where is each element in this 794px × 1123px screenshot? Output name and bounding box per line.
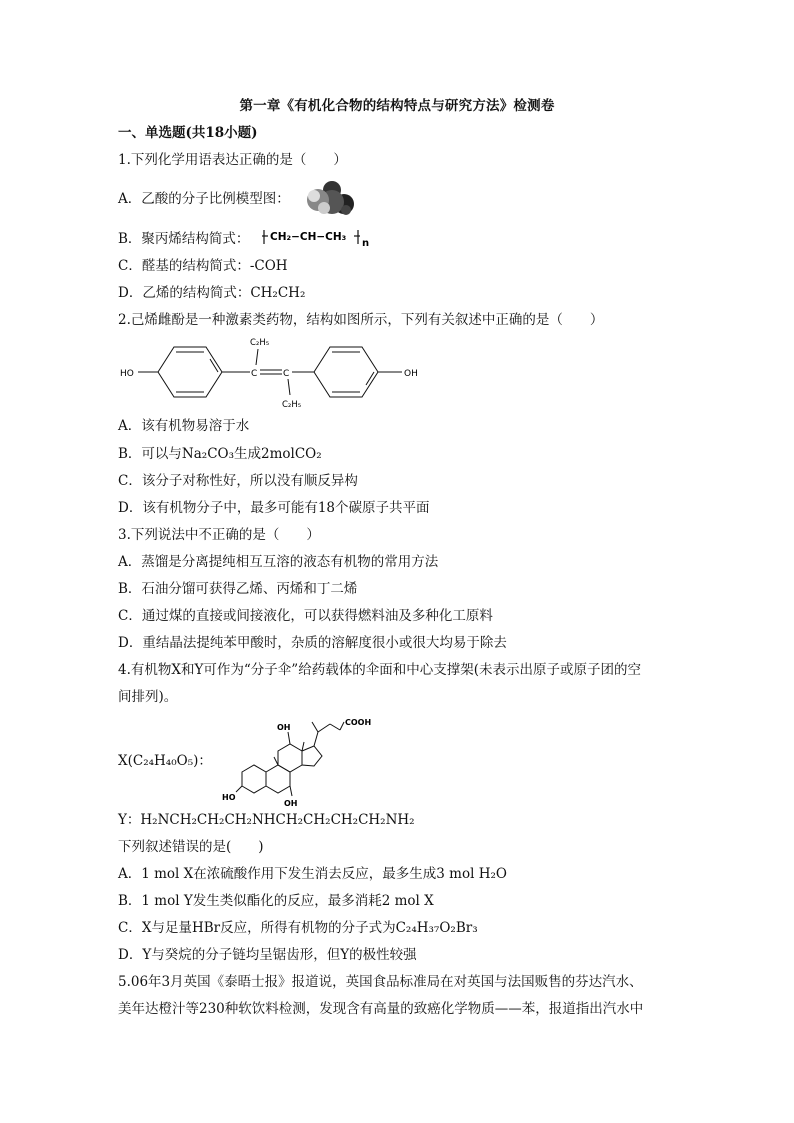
option-a-text: A．乙酸的分子比例模型图： — [118, 191, 290, 207]
option-b-text: B．聚丙烯结构简式： — [118, 231, 250, 247]
oh-bottom-label: OH — [284, 799, 298, 808]
polymer-n-label: n — [362, 238, 370, 249]
question-4-option-c: C．X与足量HBr反应，所得有机物的分子式为C₂₄H₃₇O₂Br₃ — [118, 920, 478, 936]
oh-right-label: OH — [404, 369, 418, 379]
ho-bottom-label: HO — [222, 793, 236, 802]
diethylstilbestrol-structure — [118, 333, 428, 413]
question-2-option-a: A．该有机物易溶于水 — [118, 418, 250, 434]
question-1-stem: 1.下列化学用语表达正确的是（ ） — [118, 152, 347, 168]
question-4-option-a: A．1 mol X在浓硫酸作用下发生消去反应，最多生成3 mol H₂O — [118, 866, 507, 882]
question-4-stem-line1: 4.有机物X和Y可作为“分子伞”给药载体的伞面和中心支撑架(未表示出原子或原子团的空 — [118, 662, 641, 678]
question-3-option-c: C．通过煤的直接或间接液化，可以获得燃料油及多种化工原料 — [118, 608, 493, 624]
question-3-option-a: A．蒸馏是分离提纯相互互溶的液态有机物的常用方法 — [118, 554, 439, 570]
question-4-option-b: B．1 mol Y发生类似酯化的反应，最多消耗2 mol X — [118, 893, 434, 909]
c-left-label: C — [251, 369, 258, 379]
c-right-label: C — [283, 369, 290, 379]
question-3-option-d: D．重结晶法提纯苯甲酸时，杂质的溶解度很小或很大均易于除去 — [118, 635, 507, 651]
page-title: 第一章《有机化合物的结构特点与研究方法》检测卷 — [239, 98, 555, 114]
question-5-line1: 5.06年3月英国《泰晤士报》报道说，英国食品标准局在对英国与法国贩售的芬达汽水、 — [118, 974, 643, 990]
question-1-option-b — [118, 230, 249, 248]
question-2-stem: 2.己烯雌酚是一种激素类药物，结构如图所示，下列有关叙述中正确的是（ ） — [118, 312, 604, 328]
question-2-option-c: C．该分子对称性好，所以没有顺反异构 — [118, 473, 358, 489]
question-4-stem-line2: 间排列)。 — [118, 689, 178, 705]
oh-top-label: OH — [277, 723, 291, 732]
section-heading: 一、单选题(共18小题) — [118, 125, 258, 141]
polypropylene-formula-text: CH₂−CH−CH₃ — [270, 231, 347, 243]
question-2-option-d: D．该有机物分子中，最多可能有18个碳原子共平面 — [118, 500, 430, 516]
acetic-acid-model-image — [302, 178, 358, 218]
question-3-stem: 3.下列说法中不正确的是（ ） — [118, 527, 320, 543]
question-1-option-d: D．乙烯的结构简式：CH₂CH₂ — [118, 285, 306, 301]
molecule-x-label: X(C₂₄H₄₀O₅)： — [118, 753, 212, 769]
question-2-option-b: B．可以与Na₂CO₃生成2molCO₂ — [118, 446, 322, 462]
question-4-ask: 下列叙述错误的是( ) — [118, 839, 264, 855]
question-5-line2: 美年达橙汁等230种软饮料检测，发现含有高量的致癌化学物质——苯，报道指出汽水中 — [118, 1001, 644, 1017]
ethyl-bottom-label: C₂H₅ — [282, 400, 302, 410]
question-3-option-b: B．石油分馏可获得乙烯、丙烯和丁二烯 — [118, 581, 358, 597]
question-4-option-d: D．Y与癸烷的分子链均呈锯齿形，但Y的极性较强 — [118, 947, 417, 963]
ethyl-top-label: C₂H₅ — [250, 338, 270, 348]
cooh-label: COOH — [345, 718, 372, 727]
question-1-option-a — [118, 190, 290, 208]
molecule-x-structure — [222, 712, 382, 808]
polypropylene-formula — [260, 226, 380, 250]
ho-left-label: HO — [120, 369, 134, 379]
question-1-option-c: C．醛基的结构简式：-COH — [118, 258, 288, 274]
molecule-y-formula: Y：H₂NCH₂CH₂CH₂NHCH₂CH₂CH₂CH₂NH₂ — [118, 812, 415, 828]
